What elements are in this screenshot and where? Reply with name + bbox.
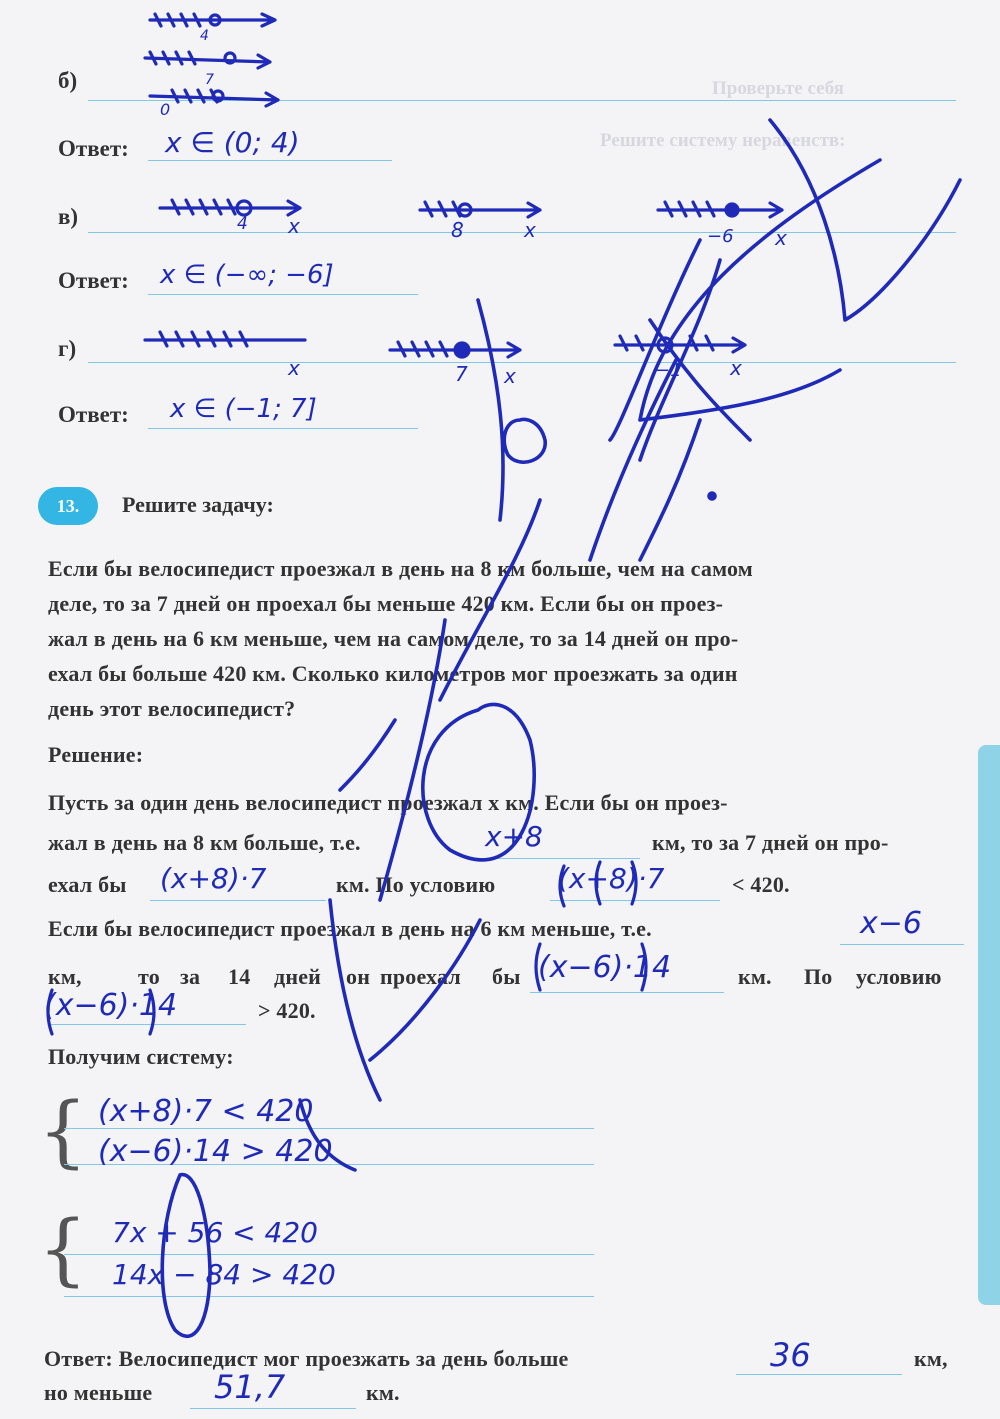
solution-line-5-on: он	[346, 964, 371, 989]
solution-line-4: Если бы велосипедист проезжал в день на 6 км меньше, т.е.	[48, 916, 652, 941]
solution-line-1: Пусть за один день велосипедист проезжал x км. Если бы он проез-	[48, 790, 728, 815]
problem-line-3: жал в день на 6 км меньше, чем на самом деле, то за 14 дней он про-	[48, 626, 739, 651]
section-g-work-x3: x	[730, 356, 742, 380]
solution-line-5-za: за	[180, 964, 201, 989]
section-g-work-minus1: −1	[655, 360, 682, 381]
solution-line-5-po: По	[804, 964, 833, 989]
section-b-number-lines	[145, 14, 278, 106]
section-v-work-8: 8	[451, 218, 464, 242]
system-label: Получим систему:	[48, 1044, 234, 1069]
decorative-scribbles	[162, 120, 960, 1336]
section-g-work-x2: x	[504, 364, 516, 388]
section-v-label: в)	[58, 204, 79, 229]
system-1-brace: {	[38, 1087, 88, 1177]
fill-e: (x−6)·14	[538, 950, 672, 985]
section-g-work-x1: x	[288, 356, 300, 380]
system-2-row-1: 7x + 56 < 420	[112, 1216, 318, 1249]
solution-line-5-kmcomma: км,	[48, 964, 82, 989]
section-b-label: б)	[58, 68, 78, 93]
ghost-task-text: Решите систему неравенств:	[600, 130, 846, 151]
problem-line-2: деле, то за 7 дней он проехал бы меньше 420 км. Если бы он проез-	[48, 591, 724, 616]
section-v-work-4: 4	[237, 214, 248, 234]
section-g-work-7: 7	[455, 362, 468, 386]
solution-line-5-usloviyu: условию	[856, 964, 942, 989]
answer-more: 36	[770, 1336, 811, 1374]
fill-f: (x−6)·14	[44, 988, 178, 1023]
solution-line-5-14: 14	[228, 964, 251, 989]
ghost-check-text: Проверьте себя	[712, 78, 844, 99]
fill-d: x−6	[860, 906, 922, 941]
fill-c: (x+8)·7	[558, 862, 665, 895]
section-b-work-7: 7	[205, 72, 214, 88]
solution-line-3c: < 420.	[732, 872, 790, 897]
answer-text-a: Ответ: Велосипедист мог проезжать за день больше	[44, 1346, 569, 1371]
task-number-badge: 13.	[38, 487, 98, 525]
system-1-row-2: (x−6)·14 > 420	[98, 1134, 333, 1169]
section-b-answer: x ∈ (0; 4)	[165, 126, 300, 159]
answer-text-b: км,	[914, 1346, 948, 1371]
answer-text-c: но меньше	[44, 1380, 153, 1405]
fill-a: x+8	[485, 820, 543, 853]
solution-line-5-days: дней	[274, 964, 322, 989]
task-heading: Решите задачу:	[122, 492, 274, 517]
problem-line-4: ехал бы больше 420 км. Сколько километров мог проезжать за один	[48, 661, 738, 686]
solution-line-2a: жал в день на 8 км больше, т.е.	[48, 830, 361, 855]
section-v-work-x3: x	[775, 226, 787, 250]
section-b-answer-label: Ответ:	[58, 136, 129, 161]
problem-line-1: Если бы велосипедист проезжал в день на 8 км больше, чем на самом	[48, 556, 753, 581]
solution-line-6: > 420.	[258, 998, 316, 1023]
section-b-work-0: 0	[160, 100, 171, 119]
section-b-work-4: 4	[200, 28, 209, 44]
section-g-answer: x ∈ (−1; 7]	[170, 394, 317, 424]
section-v-answer-label: Ответ:	[58, 268, 129, 293]
solution-line-2b: км, то за 7 дней он про-	[652, 830, 889, 855]
system-2-row-2: 14x − 84 > 420	[112, 1258, 336, 1291]
section-g-answer-label: Ответ:	[58, 402, 129, 427]
system-1-row-1: (x+8)·7 < 420	[98, 1094, 314, 1129]
solution-line-5-by: бы	[492, 964, 521, 989]
solution-line-5-to: то	[138, 964, 160, 989]
section-v-work-x2: x	[524, 218, 536, 242]
section-g-label: г)	[58, 336, 77, 361]
solution-line-3b: км. По условию	[336, 872, 496, 897]
answer-less: 51,7	[214, 1368, 286, 1406]
problem-line-5: день этот велосипедист?	[48, 696, 296, 721]
section-v-work-x1: x	[288, 214, 300, 238]
section-v-number-lines	[160, 200, 782, 217]
system-2-brace: {	[38, 1205, 88, 1295]
fill-b: (x+8)·7	[160, 862, 267, 895]
answer-text-d: км.	[366, 1380, 400, 1405]
section-v-work-minus6: −6	[707, 226, 734, 247]
solution-line-3a: ехал бы	[48, 872, 127, 897]
solution-label: Решение:	[48, 742, 144, 767]
section-v-answer: x ∈ (−∞; −6]	[160, 260, 334, 290]
solution-line-5-km: км.	[738, 964, 772, 989]
solution-line-5-proehal: проехал	[380, 964, 461, 989]
